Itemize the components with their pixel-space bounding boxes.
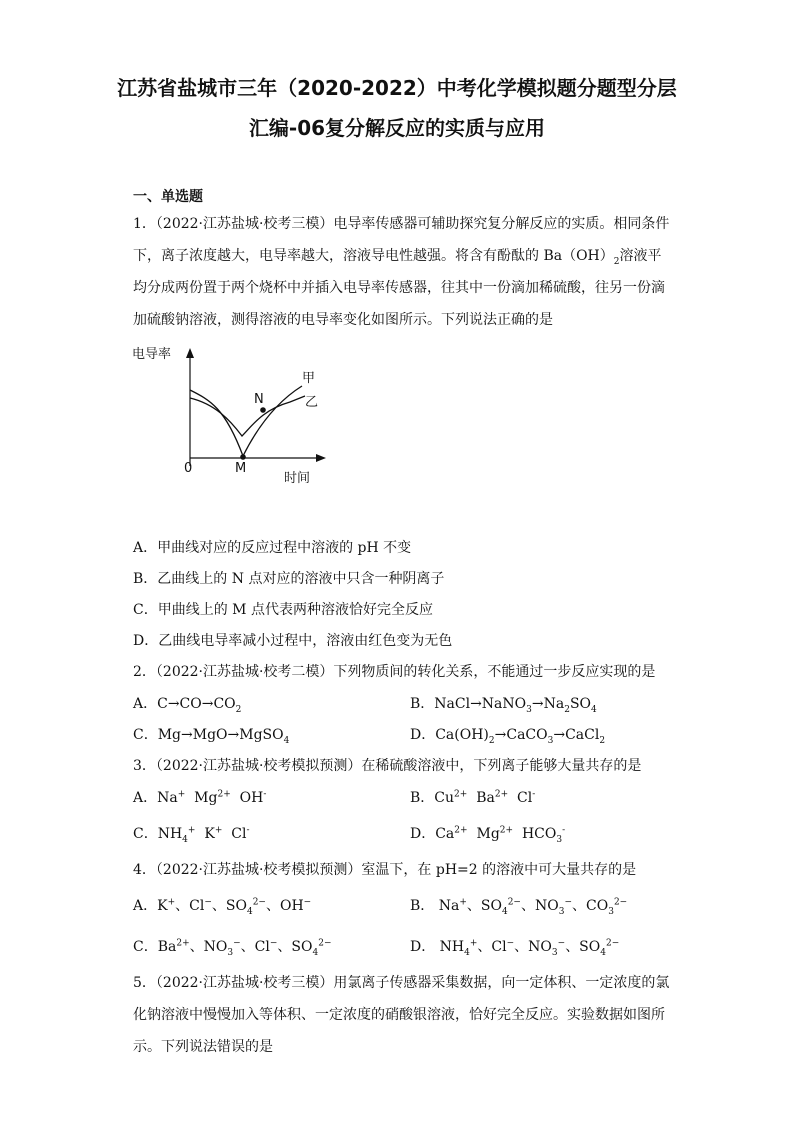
q4-stem: 4．（2022·江苏盐城·校考模拟预测）室温下，在 pH=2 的溶液中可大量共存的是 — [133, 862, 637, 878]
q3-option-a: A．Na+ $Mg^{2+}$ OH- — [133, 789, 267, 806]
y-axis-arrow — [186, 348, 194, 358]
figure-origin: 0 — [184, 461, 193, 476]
point-m — [240, 454, 246, 460]
q1-stem-line3: 均分成两份置于两个烧杯中并插入电导率传感器，往其中一份滴加稀硫酸，往另一份滴 — [133, 280, 665, 296]
q1-stem-line4: 加硫酸钠溶液，测得溶液的电导率变化如图所示。下列说法正确的是 — [133, 312, 553, 328]
q5-stem-line1: 5．（2022·江苏盐城·校考三模）用氯离子传感器采集数据，向一定体积、一定浓度的氯 — [133, 975, 670, 991]
q1-option-d: D．乙曲线电导率减小过程中，溶液由红色变为无色 — [133, 633, 453, 649]
q1-stem-line1: 1．（2022·江苏盐城·校考三模）电导率传感器可辅助探究复分解反应的实质。相同条件 — [133, 216, 670, 232]
q4-option-c: C．$Ba^{2+}$、$NO_3^-$、Cl−、$SO_4^{2-}$ — [133, 938, 332, 958]
q2-option-c: C．Mg→MgO→MgSO$_4$ — [133, 727, 290, 746]
point-n-label: N — [254, 392, 264, 407]
doc-title-line1: 江苏省盐城市三年（2020-2022）中考化学模拟题分题型分层 — [117, 76, 677, 100]
figure-ylabel: 电导率 — [132, 347, 172, 362]
q2-option-b: B．$NaCl\to NaNO_3\to Na_2SO_4$ — [410, 696, 597, 715]
q1-option-b: B．乙曲线上的 N 点对应的溶液中只含一种阴离子 — [133, 571, 445, 587]
q3-option-c: C．$NH_4^+$ K+ Cl- — [133, 825, 250, 845]
q2-option-a: A．$C\to CO\to CO_2$ — [133, 696, 242, 715]
q3-stem: 3．（2022·江苏盐城·校考模拟预测）在稀硫酸溶液中，下列离子能够大量共存的是 — [133, 758, 642, 774]
q2-option-d: D．$Ca(OH)_2\to CaCO_3\to CaCl_2$ — [410, 727, 606, 746]
q1-stem-line2: 下，离子浓度越大，电导率越大，溶液导电性越强。将含有酚酞的 $Ba(OH)_2$溶液平 — [133, 248, 662, 267]
q3-option-b: B．$Cu^{2+}$ $Ba^{2+}$ Cl- — [410, 789, 536, 806]
curve-yi — [190, 396, 305, 436]
q4-option-a: A．K+、Cl−、$SO_4^{2-}$、OH− — [133, 897, 312, 917]
q4-option-d: D． $NH_4^+$、Cl−、$NO_3^-$、$SO_4^{2-}$ — [410, 938, 620, 958]
q1-option-a: A．甲曲线对应的反应过程中溶液的 pH 不变 — [133, 540, 412, 556]
point-m-label: M — [235, 461, 247, 476]
section-heading: 一、单选题 — [133, 189, 203, 205]
figure-xlabel: 时间 — [284, 471, 311, 486]
q5-stem-line3: 示。下列说法错误的是 — [133, 1039, 273, 1055]
q2-stem: 2．（2022·江苏盐城·校考二模）下列物质间的转化关系，不能通过一步反应实现的是 — [133, 664, 656, 680]
x-axis-arrow — [316, 454, 326, 462]
q3-option-d: D．$Ca^{2+}$ $Mg^{2+}$ $HCO_3^-$ — [410, 825, 566, 845]
point-n — [260, 407, 266, 413]
q4-option-b: B． Na+、$SO_4^{2-}$、$NO_3^-$、$CO_3^{2-}$ — [410, 897, 628, 917]
doc-title-line2: 汇编-06复分解反应的实质与应用 — [248, 116, 546, 140]
curve-jia-label: 甲 — [302, 371, 316, 386]
curve-jia — [190, 386, 302, 456]
conductivity-figure — [130, 338, 330, 488]
q5-stem-line2: 化钠溶液中慢慢加入等体积、一定浓度的硝酸银溶液，恰好完全反应。实验数据如图所 — [133, 1007, 665, 1023]
curve-yi-label: 乙 — [305, 395, 319, 410]
q1-option-c: C．甲曲线上的 M 点代表两种溶液恰好完全反应 — [133, 602, 433, 618]
